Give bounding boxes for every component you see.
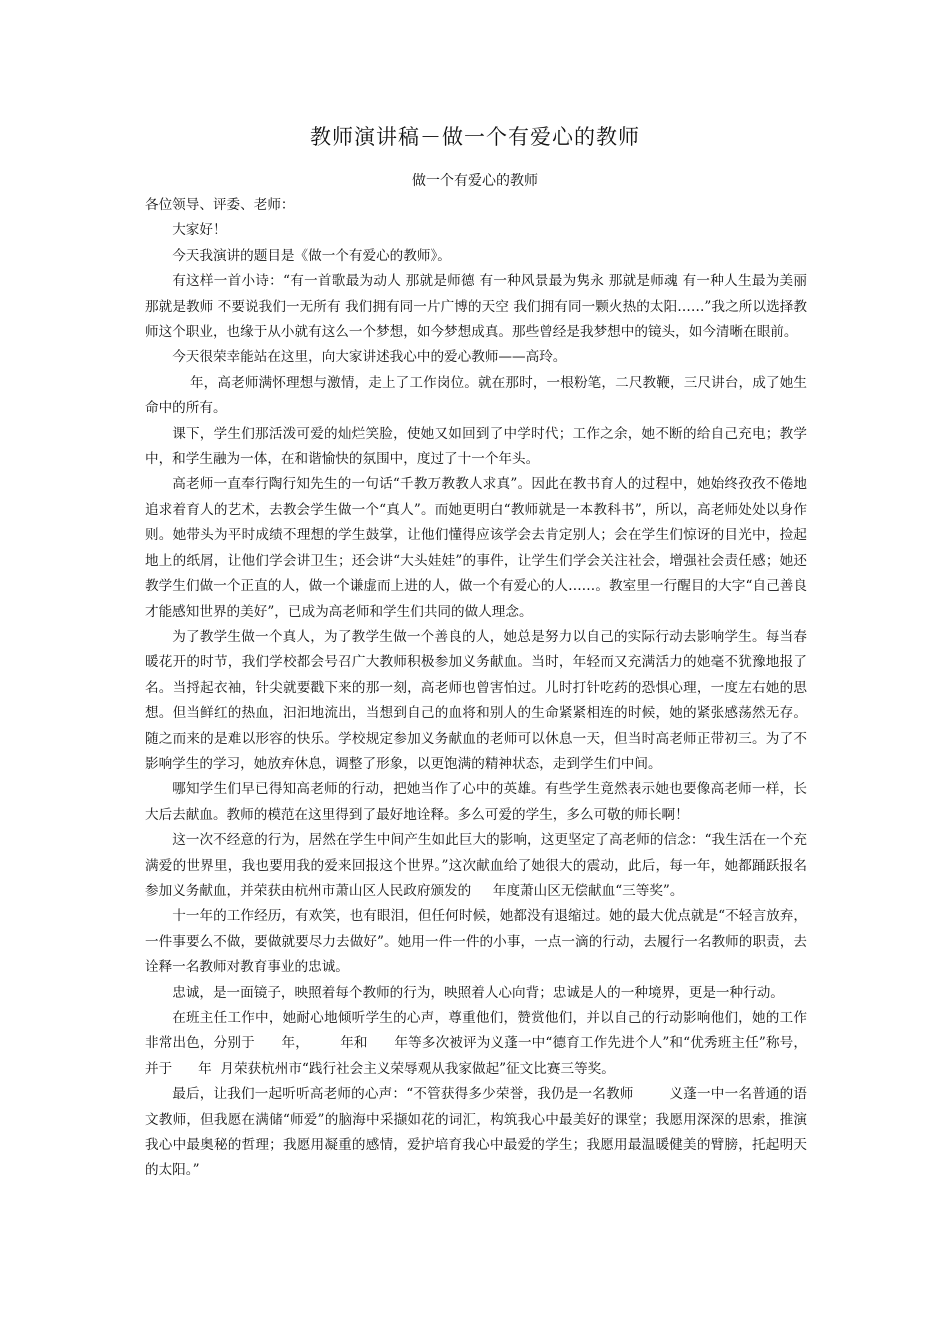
salutation: 各位领导、评委、老师： — [145, 197, 295, 213]
paragraph-eleven-years: 十一年的工作经历，有欢笑，也有眼泪，但任何时候，她都没有退缩过。她的最大优点就是“不轻言放弃，一件事要么不做，要做就要尽力去做好”。她用一件一件的小事，一点一滴的行动，去履行一名教师的职责，去诠释一名教师对教育事业的忠诚。 — [145, 908, 807, 976]
page-subtitle: 做一个有爱心的教师 — [412, 173, 538, 189]
paragraph-blood-donation: 为了教学生做一个真人，为了教学生做一个善良的人，她总是努力以自己的实际行动去影响学生。每当春暖花开的时节，我们学校都会号召广大教师积极参加义务献血。当时，年轻而又充满活力的她毫不犹豫地报了名。当捋起衣袖，针尖就要戳下来的那一刻，高老师也曾害怕过。儿时打针吃药的恐惧心理，一度左右她的思想。但当鲜红的热血，汩汩地流出，当想到自己的血将和别人的生命紧紧相连的时候，她的紧张感荡然无存。随之而来的是难以形容的快乐。学校规定参加义务献血的老师可以休息一天，但当时高老师正带初三。为了不影响学生的学习，她放弃休息，调整了形象，以更饱满的精神状态，走到学生们中间。 — [145, 628, 807, 772]
paragraph-poem: 有这样一首小诗：“有一首歌最为动人 那就是师德 有一种风景最为隽永 那就是师魂 有一种人生最为美丽 那就是教师 不要说我们一无所有 我们拥有同一片广博的天空 我们拥有同一颗火热的太阳……”我之所以选择教师这个职业，也缘于从小就有这么一个梦想，如今梦想成真。那些曾经是我梦想中的镜头，如今清晰在眼前。 — [145, 273, 807, 341]
paragraph-career-start: 年，高老师满怀理想与激情，走上了工作岗位。就在那时，一根粉笔，二尺教鞭，三尺讲台，成了她生命中的所有。 — [145, 374, 807, 417]
paragraph-closing: 最后，让我们一起听听高老师的心声：“不管获得多少荣誉，我仍是一名教师 义蓬一中一名普通的语文教师，但我愿在满储“师爱”的脑海中采撷如花的词汇，构筑我心中最美好的课堂；我愿用深深的思索，推演我心中最奥秘的哲理；我愿用凝重的感情，爱护培育我心中最爱的学生；我愿用最温暖健美的臂膀，托起明天的太阳。” — [145, 1086, 807, 1179]
paragraph-teaching-philosophy: 高老师一直奉行陶行知先生的一句话“千教万教教人求真”。因此在教书育人的过程中，她始终孜孜不倦地追求着育人的艺术，去教会学生做一个“真人”。而她更明白“教师就是一本教科书”，所以，高老师处处以身作则。她带头为平时成绩不理想的学生鼓掌，让他们懂得应该学会去肯定别人；会在学生们惊讶的目光中，捡起地上的纸屑，让他们学会讲卫生；还会讲“大头娃娃”的事件，让学生们学会关注社会，增强社会责任感；她还教学生们做一个正直的人，做一个谦虚而上进的人，做一个有爱心的人……。教室里一行醒目的大字“自己善良才能感知世界的美好”，已成为高老师和学生们共同的做人理念。 — [145, 476, 807, 620]
page-title: 教师演讲稿－做一个有爱心的教师 — [310, 125, 640, 149]
paragraph-belief: 这一次不经意的行为，居然在学生中间产生如此巨大的影响，这更坚定了高老师的信念：“我生活在一个充满爱的世界里，我也要用我的爱来回报这个世界。”这次献血给了她很大的震动，此后，每一年，她都踊跃报名参加义务献血，并荣获由杭州市萧山区人民政府颁发的 年度萧山区无偿献血“三等奖”。 — [145, 832, 807, 899]
paragraph-head-teacher: 在班主任工作中，她耐心地倾听学生的心声，尊重他们，赞赏他们，并以自己的行动影响他们，她的工作非常出色，分别于 年， 年和 年等多次被评为义蓬一中“德育工作先进个人”和“优秀班主任”称号，并于 年 月荣获杭州市“践行社会主义荣辱观从我家做起”征文比赛三等奖。 — [145, 1010, 807, 1077]
paragraph-intro-teacher: 今天很荣幸能站在这里，向大家讲述我心中的爱心教师——高玲。 — [172, 349, 567, 366]
document-body — [145, 193, 807, 1184]
paragraph-classroom: 课下，学生们那活泼可爱的灿烂笑脸，使她又如回到了中学时代；工作之余，她不断的给自己充电；教学中，和学生融为一体，在和谐愉快的氛围中，度过了十一个年头。 — [145, 425, 807, 468]
paragraph-greeting: 大家好！ — [172, 222, 227, 239]
paragraph-students-hero: 哪知学生们早已得知高老师的行动，把她当作了心中的英雄。有些学生竟然表示她也要像高老师一样，长大后去献血。教师的模范在这里得到了最好地诠释。多么可爱的学生，多么可敬的师长啊！ — [145, 781, 807, 823]
paragraph-loyalty: 忠诚，是一面镜子，映照着每个教师的行为，映照着人心向背；忠诚是人的一种境界，更是一种行动。 — [172, 984, 784, 1001]
paragraph-topic: 今天我演讲的题目是《做一个有爱心的教师》。 — [172, 247, 451, 264]
